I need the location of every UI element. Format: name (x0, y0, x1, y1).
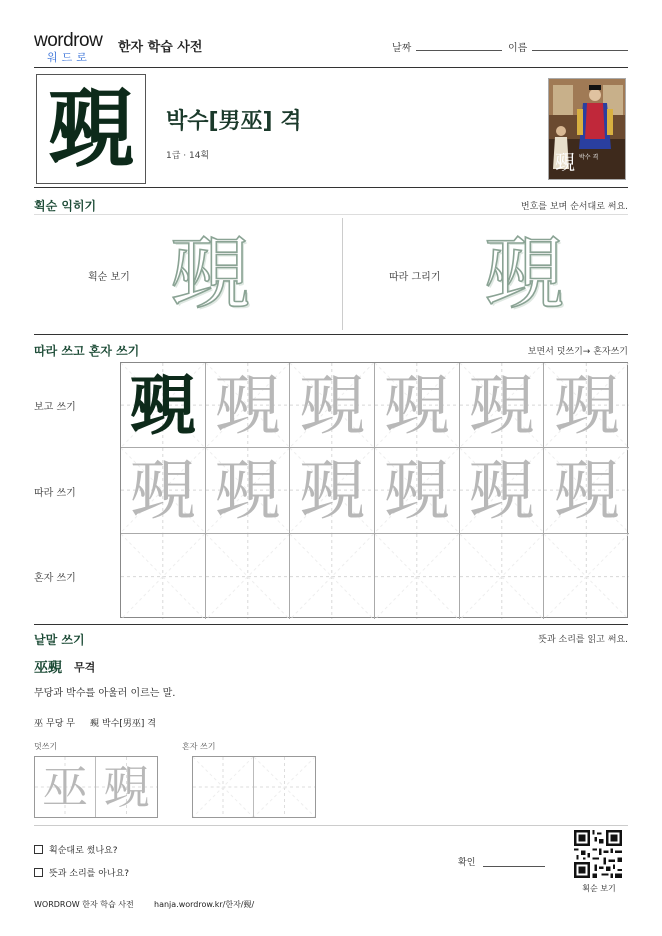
practice-cell[interactable] (290, 363, 375, 448)
trace-char: 覡 (553, 452, 620, 530)
model-char: 覡 (129, 366, 196, 444)
practice-cell[interactable] (206, 534, 291, 619)
practice-section-title: 따라 쓰고 혼자 쓰기 (34, 344, 140, 358)
footer-brand: WORDROW 한자 학습 사전 (34, 900, 134, 909)
cell-guide (206, 534, 290, 619)
word-trace-label: 덧쓰기 (34, 742, 58, 751)
char-gloss-text: 무당 무 (46, 719, 75, 729)
char-gloss-text: 박수[男巫] 격 (102, 719, 156, 729)
logo-korean: 워드로 (47, 51, 91, 64)
section-rule-2 (34, 624, 628, 625)
date-field[interactable] (416, 50, 502, 51)
word-solo-cell[interactable] (254, 757, 315, 817)
trace-char: 覡 (553, 367, 620, 444)
check-label: 획순대로 썼나요? (49, 846, 118, 856)
word-trace-cell[interactable] (96, 757, 157, 817)
word-section-title: 낱말 쓰기 (34, 633, 85, 647)
trace-char: 覡 (214, 452, 281, 530)
checkbox-icon[interactable] (34, 845, 43, 854)
trace-char: 覡 (383, 367, 450, 444)
section-rule (34, 334, 628, 335)
confirm-label: 확인 (458, 858, 476, 868)
footer-url[interactable]: hanja.wordrow.kr/한자/覡/ (154, 900, 255, 909)
word-solo-label: 혼자 쓰기 (182, 742, 216, 751)
practice-cell[interactable] (544, 448, 629, 533)
char-gloss-1 (34, 716, 75, 729)
cell-guide (254, 757, 315, 817)
cell-guide (460, 534, 544, 619)
practice-cell[interactable] (375, 448, 460, 533)
practice-cell[interactable] (460, 448, 545, 533)
row-label-view: 보고 쓰기 (34, 402, 76, 413)
practice-cell[interactable] (121, 534, 206, 619)
hero-hanja: 覡 (48, 78, 134, 179)
qr-code-icon[interactable] (574, 830, 622, 878)
hero-section (34, 72, 628, 188)
qr-label: 획순 보기 (582, 884, 616, 893)
practice-cell[interactable] (460, 363, 545, 448)
hero-char-box (36, 74, 146, 184)
stroke-divider (34, 214, 628, 215)
row-label-solo: 혼자 쓰기 (34, 573, 76, 584)
app-title: 한자 학습 사전 (118, 40, 203, 55)
stroke-view-label: 획순 보기 (88, 272, 130, 283)
hero-title: 박수[男巫] 격 (166, 109, 302, 134)
practice-cell[interactable] (375, 363, 460, 448)
stroke-trace-diagram[interactable] (478, 228, 570, 320)
char-gloss-2 (90, 716, 156, 729)
trace-char: 覡 (214, 367, 281, 444)
check-stroke-order[interactable] (34, 843, 118, 856)
word-trace-char: 覡 (103, 760, 150, 814)
word-solo-cell[interactable] (193, 757, 254, 817)
practice-cell[interactable] (121, 363, 206, 448)
illustration-art (549, 79, 626, 180)
word-trace-cell[interactable] (35, 757, 96, 817)
wordrow-logo[interactable] (34, 30, 110, 66)
word-definition: 무당과 박수를 아울러 이르는 말. (34, 688, 176, 699)
stroke-section-title: 획순 익히기 (34, 199, 97, 213)
name-field[interactable] (532, 50, 628, 51)
practice-cell[interactable] (460, 534, 545, 619)
cell-guide (544, 534, 629, 619)
practice-cell[interactable] (121, 448, 206, 533)
practice-section-hint: 보면서 덧쓰기→ 혼자쓰기 (527, 347, 628, 357)
svg-text:박수 격: 박수 격 (579, 154, 599, 161)
illustration-image (548, 78, 626, 180)
trace-char: 覡 (468, 367, 535, 444)
practice-grid[interactable] (120, 362, 628, 618)
page-header (34, 26, 628, 68)
word-hanja: 巫覡 (34, 660, 62, 676)
stroke-trace-char: 覡 (484, 227, 564, 320)
stroke-col-divider (342, 218, 343, 330)
trace-char: 覡 (383, 452, 450, 530)
practice-cell[interactable] (206, 363, 291, 448)
char-gloss-hanja: 巫 (34, 719, 44, 729)
practice-cell[interactable] (375, 534, 460, 619)
check-meaning[interactable] (34, 866, 129, 879)
footer-rule (34, 825, 628, 826)
check-label: 뜻과 소리를 아나요? (49, 869, 130, 879)
cell-guide (375, 534, 459, 619)
cell-guide (121, 534, 205, 619)
practice-cell[interactable] (206, 448, 291, 533)
logo-wordmark: wordrow (34, 30, 103, 51)
practice-cell[interactable] (544, 363, 629, 448)
checkbox-icon[interactable] (34, 868, 43, 877)
date-label: 날짜 (392, 43, 412, 54)
name-label: 이름 (508, 43, 528, 54)
char-gloss-hanja: 覡 (90, 719, 100, 729)
word-reading: 무격 (74, 661, 96, 674)
cell-guide (193, 757, 253, 817)
practice-cell[interactable] (544, 534, 629, 619)
row-label-trace: 따라 쓰기 (34, 488, 76, 499)
cell-guide (290, 534, 374, 619)
word-trace-char: 巫 (42, 760, 88, 814)
trace-char: 覡 (299, 367, 366, 444)
stroke-order-char: 覡 (170, 227, 250, 320)
confirm-signature-field[interactable] (483, 866, 545, 867)
stroke-section-hint: 번호를 보며 순서대로 써요. (520, 202, 628, 212)
word-solo-grid[interactable] (192, 756, 316, 818)
trace-char: 覡 (299, 452, 366, 530)
word-section-hint: 뜻과 소리를 읽고 써요. (538, 635, 628, 645)
worksheet-page (34, 0, 628, 936)
practice-cell[interactable] (290, 534, 375, 619)
practice-cell[interactable] (290, 448, 375, 533)
stroke-trace-label: 따라 그리기 (389, 272, 441, 283)
trace-char: 覡 (468, 452, 535, 530)
word-trace-grid[interactable] (34, 756, 158, 818)
svg-text:覡: 覡 (555, 150, 575, 174)
trace-char: 覡 (129, 452, 196, 530)
hero-meta: 1급 · 14획 (166, 151, 210, 161)
stroke-order-diagram[interactable] (164, 228, 256, 320)
